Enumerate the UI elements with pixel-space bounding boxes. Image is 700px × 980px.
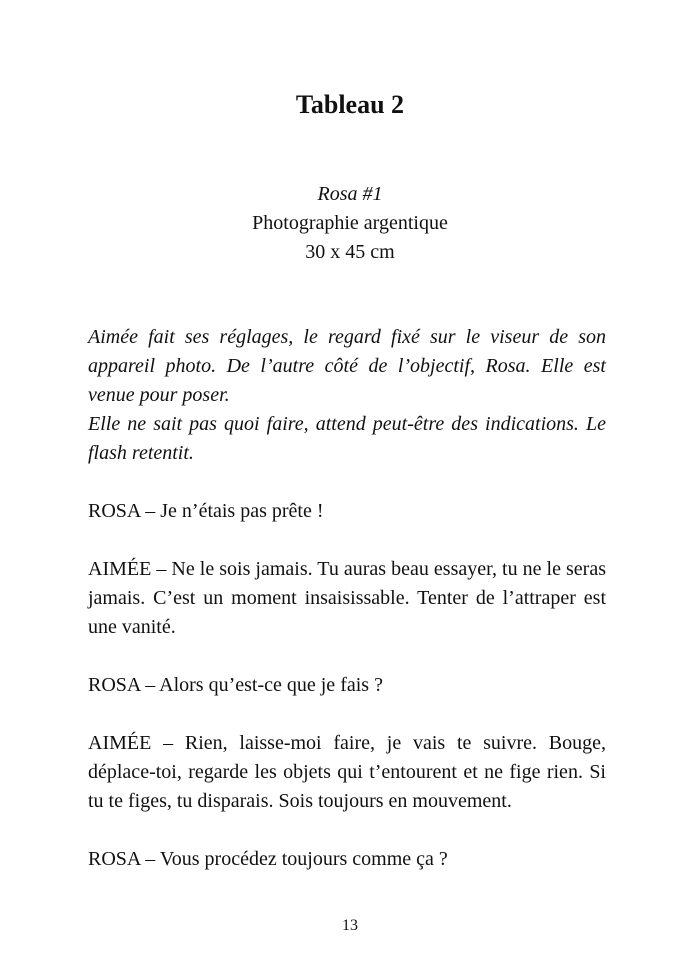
stage-direction: Aimée fait ses réglages, le regard fixé sur le viseur de son appareil photo. De l’autre côté de l’objectif, Rosa. Elle est venue pour poser.: [88, 326, 606, 406]
dialogue-line: AIMÉE – Ne le sois jamais. Tu auras beau essayer, tu ne le seras jamais. C’est un moment insaisissable. Tenter de l’attraper est une vanité.: [88, 558, 606, 638]
dialogue-line: AIMÉE – Rien, laisse-moi faire, je vais te suivre. Bouge, déplace-toi, regarde les objets qui t’entourent et ne fige rien. Si tu te figes, tu disparais. Sois toujours en mouvement.: [88, 732, 606, 812]
dialogue-line: ROSA – Alors qu’est-ce que je fais ?: [88, 674, 383, 696]
stage-direction: Elle ne sait pas quoi faire, attend peut-être des indications. Le flash retentit.: [88, 413, 606, 464]
artwork-caption: [0, 180, 700, 267]
page-title: Tableau 2: [295, 90, 405, 119]
dialogue-line: ROSA – Je n’étais pas prête !: [88, 500, 324, 522]
artwork-medium: Photographie argentique: [252, 212, 448, 234]
page-number: 13: [342, 917, 358, 934]
play-text: [88, 323, 606, 874]
artwork-dimensions: 30 x 45 cm: [305, 241, 395, 263]
dialogue-line: ROSA – Vous procédez toujours comme ça ?: [88, 848, 448, 870]
artwork-title: Rosa #1: [317, 183, 383, 205]
